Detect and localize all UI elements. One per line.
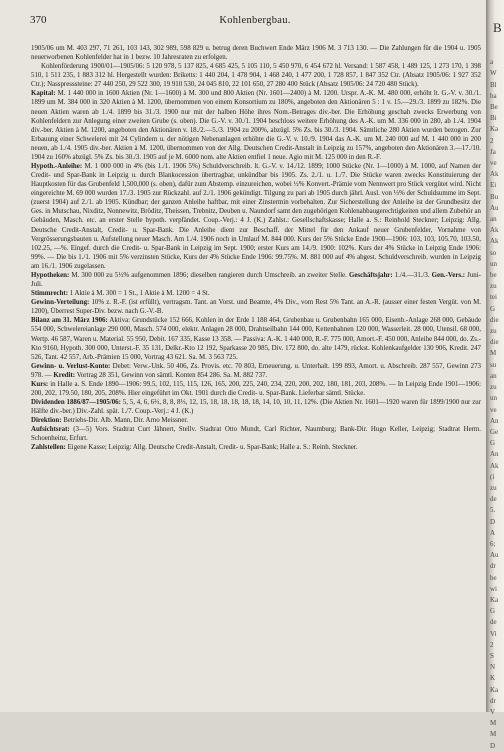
paragraph	[31, 443, 481, 452]
section-keyword: Aufsichtsrat:	[31, 426, 70, 434]
next-page-fragment: 5.	[490, 506, 496, 515]
next-page-fragment: ve	[490, 159, 497, 168]
next-page-fragment: D	[490, 517, 496, 526]
paragraph	[31, 89, 481, 162]
next-page-fragment: de	[490, 495, 497, 504]
next-page-fragment: a	[490, 58, 494, 67]
next-page-fragment: Ak	[490, 237, 499, 246]
next-page-fragment: ve	[490, 405, 497, 414]
next-page-fragment: Ja	[490, 147, 496, 156]
paragraph-text: M. 300 000 zu 5½% aufgenommen 1896; dieselben rangieren durch Umschreib. an zweiter Stelle.	[69, 271, 349, 279]
next-page-fragment: K	[490, 674, 496, 683]
next-page-fragment: un	[490, 394, 497, 403]
section-keyword: Direktion:	[31, 417, 62, 425]
next-page-fragment: dr	[490, 562, 496, 571]
paragraph	[31, 44, 481, 62]
next-page-fragment: N	[490, 663, 496, 672]
next-page-fragment: W	[490, 69, 497, 78]
paragraph-text: (3—5) Vors. Stadtrat Curt Jähnert, Stellv. Stadtrat Otto Mundt, Carl Richter, Naumburg; Bank-Dir. Hugo Keller, Leipzig; Stadtrat Herm. Schoenheinz, Erfurt.	[31, 426, 481, 443]
next-page-fragment: Ka	[490, 595, 499, 604]
company-report-text	[31, 44, 481, 453]
paragraph-text: 10% z. R.-F. (ist erfüllt), vertragsm. Tant. an Vorst. und Beamte, 4% Div., vom Rest 5% Tant. an A.-R. (ausser einer festen Vergüt. von M. 1200), Überrest Super-Div. bezw. nach G.-V.-B.	[31, 299, 481, 316]
section-keyword: Zahlstellen:	[31, 444, 66, 452]
next-page-fragment: dr	[490, 696, 496, 705]
paragraph	[31, 362, 481, 380]
next-page-fragment: An	[490, 450, 499, 459]
next-page-fragment: 6;	[490, 539, 496, 548]
next-page-fragment: be	[490, 271, 497, 280]
next-page-fragment: Ka	[490, 125, 499, 134]
paragraph	[31, 316, 481, 361]
next-page-fragment: su	[490, 360, 497, 369]
paragraph	[31, 289, 481, 298]
section-keyword: Gen.-Vers.:	[431, 271, 466, 279]
next-page-fragment: An	[490, 416, 499, 425]
next-page-fragment: Be	[490, 103, 498, 112]
section-keyword: Kapital:	[31, 90, 56, 98]
next-page-fragment: ba	[490, 91, 497, 100]
next-page-fragment: tei	[490, 293, 497, 302]
next-page-fragment: D	[490, 741, 496, 750]
paragraph-text: Aktiva: Grundstücke 152 666, Kohlen in der Erde 1 188 464, Grubenbau u. Grubenbahn 165 000, Eisenb.-Anlage 268 000, Gebäude 554 000, Schwelereianlage 290 000, Masch. 574 000, elektr. Anlagen 28 000, Drahtseilbahn 144 000, Kettenbahnen 120 000, Wasserleit. 28 000, Utensil. 68 000, Wertp. 46 587, Waren u. Material. 55 950, Debit. 167 335, Kasse 13 358. — Passiva: A.-K. 1 440 000, R.-F. 775 000, Amort.-F. 450 000, Anleihe 844 000, do. Zs.-Kto 9160, Hypoth. 300 000, Unterst.-F. 35 131, Delkr.-Kto 12 192, Sparkasse 20 985, Div. 172 800, do. alte 1479, rückst. Kohlenkaufgelder 130 906, Kredit. 247 526, Tant. 42 557, Arb.-Prämien 15 000, Vortrag 43 621. Sa. M. 3 563 725.	[31, 317, 481, 361]
paragraph-text: 5, 5, 4, 6, 6⅔, 8, 8, 8⅓, 12, 15, 18, 18, 18, 18, 18, 14, 10, 10, 11, 12%. (Die Aktien Nr. 1601—1920 waren für 1899/1900 nur zur Hälfte div.-ber.) Div.-Zahl. spät. 1./7. Coup.-Verj.: 4 J. (K.)	[31, 399, 481, 416]
next-page-fragment: de	[490, 618, 497, 627]
section-keyword: Kurs:	[31, 380, 49, 388]
paragraph-text: 1905/06 um M. 403 297, 71 261, 103 143, 302 989, 598 829 u. betrug deren Buchwert Ende März 1906 M. 3 713 130. — Die Zahlungen für die 1904 u. 1905 neuerworbenen Kohlenfelder hat in 1 bezw. 10 Jahresraten zu erfolgen.	[31, 45, 481, 62]
section-keyword: Gewinn- u. Verlust-Konto:	[31, 362, 111, 370]
section-keyword: Bilanz am 31. März 1906:	[31, 317, 108, 325]
next-page-fragment: zu	[490, 383, 497, 392]
next-page-fragment: an	[490, 215, 497, 224]
next-page-fragment	[490, 46, 504, 57]
running-title: Kohlenbergbau.	[219, 15, 291, 26]
paragraph-text: Vortrag 28 351, Gewinn von sämtl. Konten 854 286. Sa. M. 882 737.	[75, 371, 268, 379]
paragraph	[31, 271, 481, 289]
next-page-fragment: zu	[490, 327, 497, 336]
next-page-fragment: Au	[490, 551, 499, 560]
next-page-fragment: an	[490, 371, 497, 380]
next-page-letter: B	[493, 20, 502, 35]
next-page-fragment: 2	[490, 136, 494, 145]
next-page-fragment: wi	[490, 584, 497, 593]
paragraph-text: M. 1 000 000 in 4% (bis 1./1. 1906 5%) Schuldverschreib. lt. G.-V. v. 14./12. 1899; 1000 Stücke (Nr. 1—1000) à M. 1000, auf Namen der Credit- und Spar-Bank in Leipzig u. durch Blankocession übertragbar, unkündbar bis 1905. Zs. 2./1. u. 1./7. Die Stücke waren zwecks Konstituierung der Hauptkosten für das Grubenfeld 1,500,000 (s. oben), dafür zum Abstemp. einzureichen, wobei ½% Konvert.-Prämie vom Nennwert pro Stück vergütet wird. Nicht eingereichte M. 69 000 wurden 17./3. 1905 zur Rückzahl. auf 2./1. 1906 gekündigt. Tilgung zu pari ab 1905 durch jährl. Ausl. von ⅓% der Schuldsumme im Sept. (zuerst 1904) auf 2./1. ab 1905. Kündbar; der ganzen Anleihe haftbar, mit einer Zinstermin vorbehalten. Zur Sicherstellung der Anleihe ist der Grundbesitz der Ges. in Mutschau, Nixditz, Nonnewitz, Bröditz, Theissen, Trebnitz, Deuben u. Naundorf samt den zugehörigen Kohlenabbaugerechtigkeiten und allem Zubehör an Gebäuden, Masch. etc. an erster Stelle hypoth. verpfändet. Coup.-Verj.: 4 J. (K.) Zahlst.: Gesellschaftskasse; Halle a. S.: Reinhold Steckner; Leipzig: Allg. Deutsche Credit-Anstalt, Credit- u. Spar-Bank. Die Anleihe dient zur Beschaff. der Mittel für den Ankauf neuer Grubenfelder, Vornahme von Vergrösserungsbauten u. Aufstellung neuer Masch. Am 1./4. 1906 noch in Umlauf M. 844 000. Kurs der 5% Stücke Ende 1900—1906: 103, 103, 105.70, 103.50, 102.25, —%. Eingef. durch die Credit- u. Spar-Bank in Leipzig im Sept. 1900; erster Kurs am 14./9. 1900: 102%. Kurs der 4% Stücke in Leipzig Ende 1906: 99%. — Die bis 1./1. 1906 mit 5% verzinsten Stücke, Kurs der 4% Stücke Ende 1906: 99.75%. M. 881 000 auf 4% abgest. Schuldverschreib. wurden in Leipzig am 16./1. 1906 zugelassen.	[31, 163, 481, 270]
section-keyword: Hypoth.-Anleihe:	[31, 163, 83, 171]
next-page-fragment: M	[490, 349, 497, 358]
next-page-fragment: zu	[490, 282, 497, 291]
next-page-fragment: un	[490, 259, 497, 268]
paragraph-text: 1./4.—31./3.	[392, 271, 432, 279]
next-page-fragment: (i	[490, 472, 495, 481]
next-page-fragment: be	[490, 573, 497, 582]
paragraph-text: M. 1 440 000 in 1600 Aktien (Nr. 1—1600) à M. 300 und 800 Aktien (Nr. 1601—2400) à M. 1200. Urspr. A.-K. M. 480 000, erhöht lt. G.-V. v. 30./1. 1899 um M. 384 000 in 320 Aktien à M. 1200, übernommen von einem Konsortium zu 180%, angeboten den Aktionären 5 : 1 v. 15.—29./3. 1899 zu 182%. Die neuen Aktien waren ab 1./4. 1899 bis 31./3. 1900 nur mit der halben Höhe ihres Nom.-Betrages div.-ber. Die Erhöhung geschah zwecks Erwerbung von Kohlenfeldern zur Anlegung einer zweiten Grube (s. oben). Die G.-V. v. 30./1. 1904 beschloss weitere Erhöhung des A.-K. um M. 336 000 in 280, ab 1./4. 1904 div.-ber. Aktien à M. 1200, angeboten den Aktionären v. 18./2.—5./3. 1904 zu 200%, abzügl. 5% Zs. bis 30./3. 1904. Sämtliche 280 Aktien wurden bezogen. Zur Erbauung einer Schwelerei mit 24 Cylindern u. der nötigen Nebenanlagen erhöhte die G.-V. v. 10./9. 1904 das A.-K. um M. 240 000 auf M. 1 440 000 in 200 neuen, ab 1./4. 1905 div.-ber. Aktien à M. 1200, übernommen von der Allg. Deutschen Credit-Anstalt in Leipzig zu 157%, angeboten den Aktionären 3.—17./10. 1904 zu 160% abzügl. 5% Zs. bis 30./3. 1905 auf je M. 6000 nom. alte Aktien entfiel 1 neue. Agio mit M. 125 000 in den R.-F.	[31, 90, 481, 161]
next-page-fragment: 2	[490, 640, 494, 649]
section-keyword: Dividenden 1886/87—1905/06:	[31, 399, 121, 407]
next-page-fragment: Ak	[490, 170, 499, 179]
paragraph	[31, 162, 481, 271]
paragraph-text: 1 Aktie à M. 300 = 1 St., 1 Aktie à M. 1200 = 4 St.	[68, 290, 210, 298]
next-page-fragment: G	[490, 304, 496, 313]
next-page-fragment: die	[490, 315, 499, 324]
next-page-fragment: Bi	[490, 114, 497, 123]
page-number: 370	[30, 14, 47, 26]
next-page-fragment: V	[490, 707, 496, 716]
page-header	[30, 14, 480, 30]
next-page-fragments	[490, 46, 504, 752]
next-page-fragment: Bu	[490, 192, 499, 201]
next-page-fragment: M	[490, 719, 497, 728]
paragraph	[31, 62, 481, 89]
next-page-fragment: die	[490, 338, 499, 347]
section-keyword: Hypotheken:	[31, 271, 70, 279]
section-keyword: Kredit:	[53, 371, 76, 379]
paragraph-text: Betriebs-Dir. Alb. Mann, Dir. Arno Meissner.	[61, 417, 189, 425]
next-page-fragment: Bl	[490, 80, 497, 89]
section-keyword: Stimmrecht:	[31, 290, 68, 298]
paragraph	[31, 425, 481, 443]
next-page-fragment: Ak	[490, 226, 499, 235]
paragraph-text: Juni-Juli.	[31, 271, 481, 289]
next-page-fragment: Ka	[490, 685, 499, 694]
paragraph	[31, 380, 481, 398]
next-page-fragment: G	[490, 439, 496, 448]
paragraph-text: Eigene Kasse; Leipzig: Allg. Deutsche Credit-Anstalt, Credit- u. Spar-Bank; Halle a. S.: Reinh. Steckner.	[65, 444, 358, 452]
next-page-fragment: Ei	[490, 181, 497, 190]
next-page-fragment: Vi	[490, 629, 497, 638]
next-page-fragment: Ge	[490, 427, 499, 436]
next-page-fragment: Ak	[490, 461, 499, 470]
next-page-fragment: zu	[490, 483, 497, 492]
next-page-fragment: so	[490, 248, 497, 257]
next-page-fragment: A	[490, 528, 496, 537]
section-keyword: Gewinn-Verteilung:	[31, 299, 90, 307]
paragraph	[31, 416, 481, 425]
next-page-fragment: M	[490, 730, 497, 739]
paragraph-text: Debet: Verw.-Unk. 50 406, Zs. Provis. etc. 70 803, Erneuerung. u. Unterhalt. 199 893, Amort. u. Abschreib. 287 557, Gewinn 273 978. —	[31, 362, 482, 379]
next-page-fragment: S	[490, 651, 494, 660]
section-keyword: Geschäftsjahr:	[349, 271, 393, 279]
paragraph-text: in Halle a. S. Ende 1890—1906: 99.5, 102, 115, 115, 126, 165, 200, 225, 240, 234, 220, 200, 202, 180, 181, 203, 208%. — In Leipzig Ende 1901—1906: 200, 202, 179.50, 180, 205, 208%. Hier eingeführt im Okt. 1901 durch die Credit- u. Spar-Bank. Lieferbar sämtl. Stücke.	[31, 380, 481, 397]
paragraph	[31, 298, 481, 316]
next-page-fragment: G	[490, 607, 496, 616]
paragraph-text: Kohlenförderung 1900/01—1905/06: 5 120 978, 5 137 825, 4 685 425, 5 105 110, 5 450 970, 6 454 672 hl. Versand: 1 587 458, 1 489 125, 1 273 170, 1 398 510, 1 511 235, 1 883 312 hl. Hergestellt wurden: Briketts: 1 440 204, 1 478 904, 1 468 240, 1 477 200, 1 728 857, 1 847 352 Ctr. (Absatz 1905/06: 1 927 352 Ctr.); Nasspresssteine: 27 440 250, 29 522 300, 19 910 530, 24 045 810, 22 101 650, 27 280 400 Stück (Absatz 1905/06: 24 720 480 Stück).	[31, 63, 481, 89]
next-page-fragment: Au	[490, 203, 499, 212]
paragraph	[31, 398, 481, 416]
